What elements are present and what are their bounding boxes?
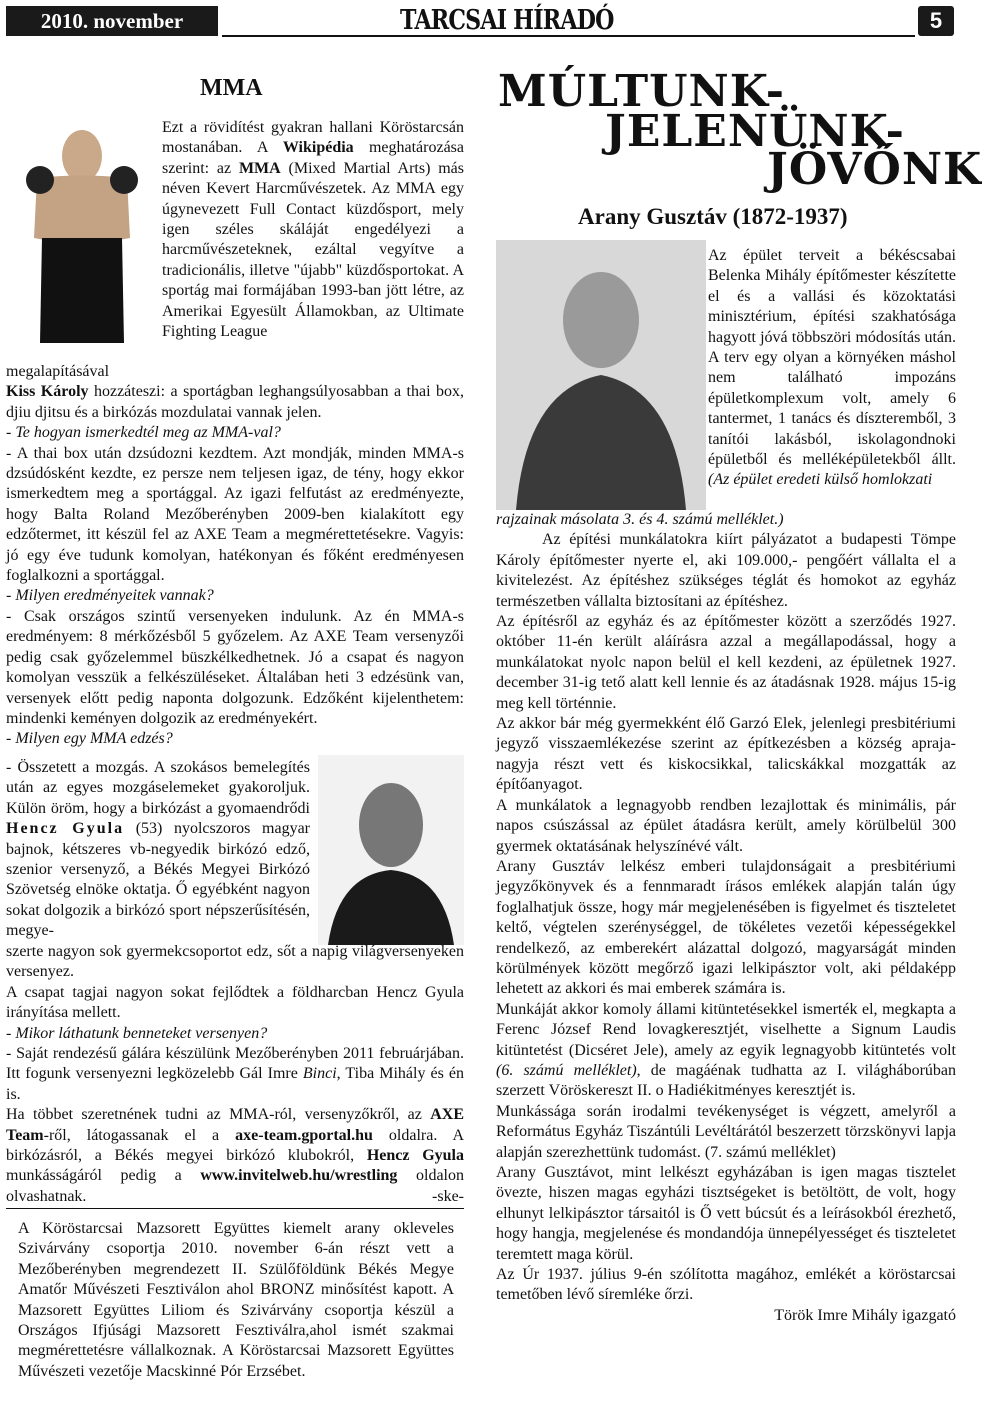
intro-text: meghatározása szerint: az	[162, 139, 465, 177]
question-1: - Te hogyan ismerkedtél meg az MMA-val?	[6, 424, 281, 442]
history-main-text	[496, 510, 956, 1326]
history-paragraph-8: Arany Gusztávot, mint lelkészt egyházában is igen magas tisztelet övezte, hiszen magas egyházi tisztségeket is betöltött, de volt, hogy elhunyt lelkipásztor társaitól is Ő vett búcsút és a leírásokból érezhető, hogy hangja, megjelenése és mondandója ünnepélyességet és tiszteletet teremtett maga körül.	[496, 1164, 956, 1263]
history-title-line-2: JELENÜNK-	[605, 106, 905, 157]
newspaper-title: TARCSAI HÍRADÓ	[400, 5, 614, 36]
main-italic: rajzainak másolata 3. és 4. számú melléklet.)	[496, 511, 784, 528]
question-2: - Milyen eredményeitek vannak?	[6, 587, 214, 605]
mma-body-1	[6, 362, 464, 750]
mma-article-title: MMA	[200, 75, 263, 101]
fighter-photo	[12, 118, 152, 343]
kiss-karoly-name: Kiss Károly	[6, 383, 89, 401]
hencz-gyula-name: Hencz Gyula	[6, 820, 125, 838]
axe-team-url[interactable]: axe-team.gportal.hu	[235, 1126, 373, 1144]
outro-text: munkásságáról pedig a	[6, 1167, 201, 1185]
intro-text: A	[256, 139, 283, 157]
history-title-line-3: JÖVŐNK	[767, 144, 982, 195]
binci-nickname: Binci	[302, 1065, 337, 1083]
hencz-gyula-photo	[318, 755, 464, 945]
mma-body-3	[6, 942, 464, 1207]
answer-4-part-2: , Tiba Mihály és én is.	[6, 1065, 464, 1103]
history-paragraph-9: Az Úr 1937. július 9-én szólította magához, emlékét a köröstarcsai temetőben lévő síremléke őrzi.	[496, 1266, 956, 1304]
wrestling-url[interactable]: www.invitelweb.hu/wrestling	[200, 1167, 398, 1185]
issue-date: 2010. november	[6, 6, 218, 36]
axe-team-name: AXE Team	[6, 1106, 464, 1144]
history-subtitle: Arany Gusztáv (1872-1937)	[578, 204, 848, 229]
arany-gusztav-portrait	[496, 240, 706, 510]
history-paragraph-7: Munkássága során irodalmi tevékenységet is végzett, amelyről a Református Egyház Tiszántúli Levéltárától beszerzett törzskönyvi lapja alapján szerezhettünk tudomást. (7. számú melléklet)	[496, 1102, 956, 1161]
history-paragraph-3: Az akkor bár még gyermekként élő Garzó Elek, jelenlegi presbitériumi jegyző visszaemlékezése szerint az építkezésben a község apraja-nagyja részt vett és kiskocsikkal, talicskákkal mozgatták az építőanyagot.	[496, 715, 956, 794]
side-text: Az épület terveit a békéscsabai Belenka Mihály építőmester készítette el és a vallási és közoktatási minisztérium, építési szakhatósága hagyott jóvá többszöri módosítás után. A terv egy olyan a környéken máshol nem található impozáns épületkomplexum volt, amely 6 tantermet, 1 tanács és díszteremből, 3 tanítói lakásból, iskolagondnoki épületből és melléképületekből állt.	[708, 247, 956, 469]
wikipedia-term: Wikipédia	[282, 139, 354, 157]
outro-text: -ről, látogassanak el a	[43, 1126, 236, 1144]
intro-line-1: Ezt a rövidítést gyakran hallani Köröstarcsán mostanában.	[162, 119, 464, 157]
kiss-text: hozzáteszi: a sportágban leghangsúlyosabban a thai box, djiu djitsu és a birkózás mozdulatai vannak jelen.	[6, 383, 465, 421]
history-paragraph-6: Munkáját akkor komoly állami kitüntetésekkel ismerték el, megkapta a Ferenc József Rend lovagkeresztjét, viselhette a Signum Laudis kitüntetést (Dicséret Jele), amely az egyik legnagyobb kitüntetés volt	[496, 1000, 956, 1059]
answer-2: - Csak országos szintű versenyeken indulunk. Az én MMA-s eredményem: 8 mérkőzésből 5 győzelem. Az AXE Team versenyzői pedig csak győzelemmel büszkélkedhetnek. Jó a csapat és nagyon komolyan vesszük a felkészüléseket. Általában heti 3 edzésünk van, versenyek előtt pedig naponta dolgozunk. Edzőként kijelenthetem: mindenki keményen dolgozik az eredményekért.	[6, 607, 464, 727]
page-number: 5	[918, 6, 954, 36]
mazsorett-text: A Köröstarcsai Mazsorett Együttes kiemelt arany okleveles Szivárvány csoportja 2010. november 6-án részt vett a Mezőberényben megrendezett II. Szülőföldünk Békés Megye Amatőr Művészeti Fesztiválon ahol BRONZ minősítést kapott. A Mazsorett Együttes Liliom és Szivárvány csoportja készül a Országos Ifjúsági Mazsorett Fesztiválra,ahol ismét szakmai megmérettetésre vállalkoznak. A Köröstarcsai Mazsorett Együttes Művészeti vezetője Macskinné Pór Erzsébet.	[18, 1220, 454, 1380]
mma-body-2	[6, 758, 310, 942]
answer-3-part-2: (53) nyolcszoros magyar bajnok, kétszeres vb-negyedik birkózó edző, szenior versenyző, a Békés Megyei Birkózó Szövetség elnöke oktatja. Ő egyébként nagyon sokat dolgozik a birkózó sport népszerűsítésén, megye-	[6, 820, 310, 940]
attachment-ref: (6. számú melléklet)	[496, 1061, 637, 1079]
answer-1: - A thai box után dzsúdozni kezdtem. Azt mondják, minden MMA-s dzsúdósként kezdte, ez persze nem teljesen igaz, de tény, hogy ekkor ismerkedtem meg a sportággal. Az igazi felfutást az eredményezte, hogy Balta Roland Mezőberényben 2009-ben kialakított egy edzőtermet, itt készül fel az AXE Team a megmérettetésekre. Vagyis: jó egy éve tudunk komolyan, hatékonyan és főként eredményesen foglalkozni a sportággal.	[6, 444, 464, 585]
history-paragraph-6-end: , de magáénak tudhatta az I. világháborúban szerzett Vöröskereszt II. o Hadiékitményes keresztjét is.	[496, 1061, 957, 1100]
history-side-text	[708, 246, 956, 491]
history-paragraph-1: Az építési munkálatokra kiírt pályázatot a budapesti Tömpe Károly építőmester nyerte el, aki 109.000,- pengőért vállalta el a kivitelezést. Az építéshez szükséges téglát és homokot az egyház természetben vállalta biztosítani az építéshez.	[496, 531, 956, 610]
question-3: - Milyen egy MMA edzés?	[6, 730, 173, 748]
history-paragraph-5: Arany Gusztáv lelkész emberi tulajdonságait a presbitériumi jegyzőkönyvek és a fennmaradt írásos emlékek alapján talán úgy foglalhatjuk össze, hogy már megjelenésében is figyelmet és tiszteletet keltő, végtelen szerénységgel, de tökéletes vezetői képességekkel rendelkező, az emberekért alázattal dolgozó, magyarságát minden körülmények között megőrző igazi lelkipásztor volt, aki példaképp lehetett az akkori és mai emberek számára is.	[496, 857, 956, 998]
history-title-line-1: MÚLTUNK-	[498, 66, 786, 117]
mma-term: MMA	[238, 159, 281, 177]
intro-text: (Mixed Martial Arts) más néven Kevert Harcművészetek. Az MMA egy úgynevezett Full Contact küzdősport, mely igen széles skáláját engedélyezi a harcművészeteknek, ezáltal vegyítve a tradicionális, illetve "újabb" küzdősportokat. A sportág mai formájában 1993-ban jött létre, az Amerikai Egyesült Államokban, az Ultimate Fighting League	[162, 159, 464, 341]
answer-4-part-1: - Saját rendezésű gálára készülünk Mezőberényben 2011 februárjában. Itt fogunk versenyezni legközelebb Gál Imre	[6, 1045, 464, 1083]
hencz-gyula-name-outro: Hencz Gyula	[366, 1147, 465, 1165]
mma-intro	[162, 118, 464, 342]
intro-continuation: megalapításával	[6, 363, 110, 380]
mazsorett-notice	[6, 1208, 464, 1405]
answer-3-part-1: - Összetett a mozgás. A szokásos bemelegítés után az egyes mozgáselemeket gyakoroljuk. Külön öröm, hogy a birkózást a gyomaendrődi	[6, 759, 310, 817]
article-signature: -ske-	[432, 1187, 464, 1205]
outro-text: oldalra. A birkózásról, a Békés megyei birkózó klubokról,	[6, 1126, 464, 1165]
answer-3-part-4: A csapat tagjai nagyon sokat fejlődtek a földharcban Hencz Gyula irányítása mellett.	[6, 983, 464, 1022]
outro-text: oldalon olvashatnak.	[6, 1167, 464, 1205]
outro-text: Ha többet szeretnének tudni az MMA-ról, versenyzőkről, az	[6, 1106, 431, 1124]
answer-3-part-3: szerte nagyon sok gyermekcsoportot edz, sőt a napig világversenyeken versenyez.	[6, 943, 464, 981]
side-italic: (Az épület eredeti külső homlokzati	[708, 471, 933, 489]
question-4: - Mikor láthatunk benneteket versenyen?	[6, 1024, 268, 1042]
history-paragraph-2: Az építésről az egyház és az építőmester között a szerződés 1927. október 11-én került aláírásra azzal a megállapodással, hogy a munkálatokat nyolc napon belül el kell kezdeni, az épületnek 1927. december 31-ig tető alatt kell lennie és az átadásnak 1928. május 15-ig meg kell történnie.	[496, 613, 956, 712]
history-signature: Török Imre Mihály igazgató	[774, 1306, 956, 1324]
history-paragraph-4: A munkálatok a legnagyobb rendben lezajlottak és minimális, pár napos csúszással az épület átadásra került, amely körülbelül 300 gyermek oktatásának helyszínévé vált.	[496, 796, 956, 855]
